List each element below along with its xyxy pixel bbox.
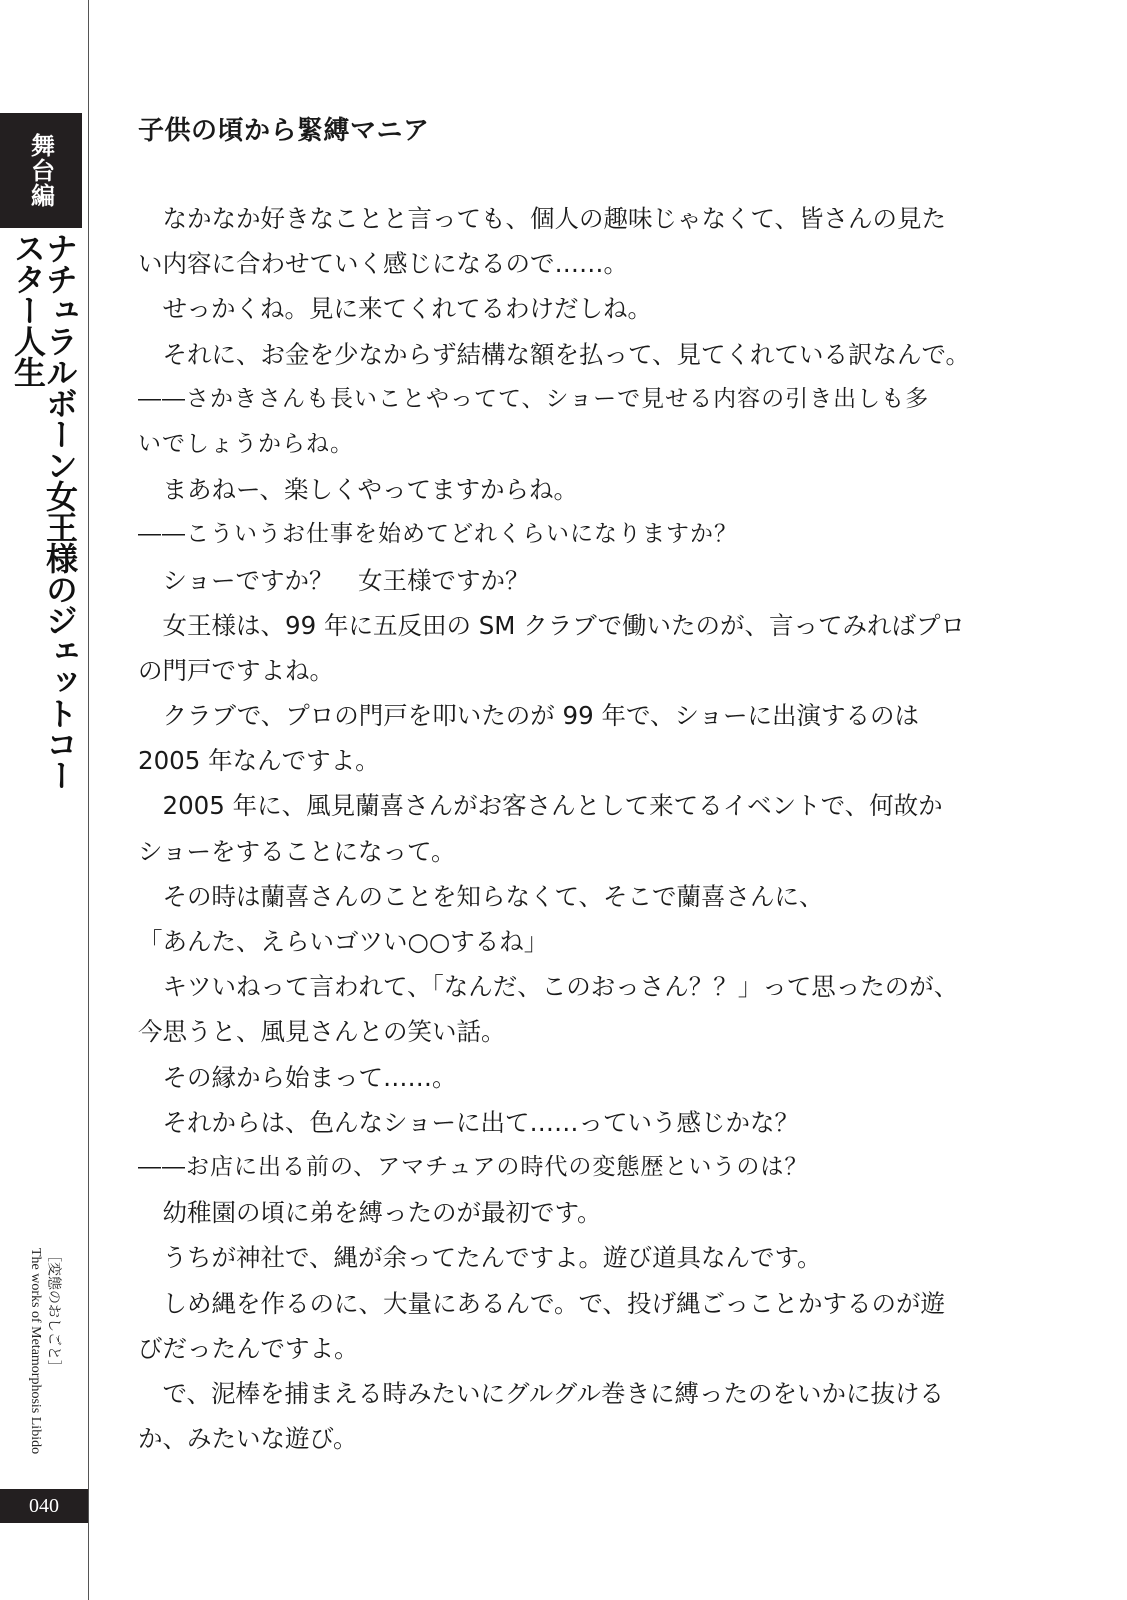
text-line: 幼稚園の頃に弟を縛ったのが最初です。	[138, 1198, 602, 1228]
text-line: い内容に合わせていく感じになるので……。	[138, 249, 628, 279]
interviewer-line: ――こういうお仕事を始めてどれくらいになりますか？	[138, 521, 738, 548]
text-line: せっかくね。見に来てくれてるわけだしね。	[138, 294, 653, 324]
interviewer-line: ――お店に出る前の、アマチュアの時代の変態歴というのは？	[138, 1153, 809, 1180]
text-line: クラブで、プロの門戸を叩いたのが 99 年で、ショーに出演するのは	[138, 701, 920, 731]
text-line: の門戸ですよね。	[138, 655, 334, 685]
text-line: ショーですか？ 女王様ですか？	[138, 565, 530, 595]
text-line: その縁から始まって……。	[138, 1062, 457, 1092]
interviewer-line: ――さかきさんも長いことやってて、ショーで見せる内容の引き出しも多	[138, 385, 930, 412]
series-title-en: The works of Metamorphosis Libido	[28, 1248, 43, 1455]
interviewer-line: いでしょうからね。	[138, 430, 354, 457]
text-line: 今思うと、風見さんとの笑い話。	[138, 1017, 506, 1047]
text-line: 「あんた、えらいゴツい○○するね」	[138, 927, 549, 956]
text-line: まあねー、楽しくやってますからね。	[138, 475, 579, 505]
text-line: びだったんですよ。	[138, 1333, 359, 1363]
text-line: しめ縄を作るのに、大量にあるんで。で、投げ縄ごっことかするのが遊	[138, 1288, 946, 1318]
text-line: なかなか好きなことと言っても、個人の趣味じゃなくて、皆さんの見た	[138, 204, 947, 233]
chapter-title	[0, 232, 88, 792]
chapter-title-text: ナチュラルボーン女王様のジェットコースター人生	[9, 232, 79, 790]
section-heading: 子供の頃から緊縛マニア	[138, 116, 430, 146]
text-line: それに、お金を少なからず結構な額を払って、見てくれている訳なんで。	[138, 339, 971, 369]
text-line: で、泥棒を捕まえる時みたいにグルグル巻きに縛ったのをいかに抜ける	[138, 1378, 945, 1408]
text-line: か、みたいな遊び。	[138, 1424, 358, 1454]
series-title-jp: ［変態のおしごと］	[45, 1248, 61, 1374]
section-tab	[0, 113, 82, 228]
body-text	[138, 196, 978, 1461]
text-line: その時は蘭喜さんのことを知らなくて、そこで蘭喜さんに、	[138, 881, 824, 911]
page-number	[0, 1489, 88, 1523]
text-line: 女王様は、99 年に五反田の SM クラブで働いたのが、言ってみればプロ	[138, 610, 965, 640]
text-line: ショーをすることになって。	[138, 836, 456, 866]
text-line: 2005 年なんですよ。	[138, 746, 380, 776]
text-line: 2005 年に、風見蘭喜さんがお客さんとして来てるイベントで、何故か	[138, 791, 943, 821]
text-line: それからは、色んなショーに出て……っていう感じかな？	[138, 1107, 800, 1137]
text-line: うちが神社で、縄が余ってたんですよ。遊び道具なんです。	[138, 1243, 822, 1273]
text-line: キツいねって言われて、「なんだ、このおっさん？？」って思ったのが、	[138, 972, 959, 1002]
series-title	[0, 1248, 88, 1480]
sidebar-divider	[88, 0, 89, 1600]
page-number-text: 040	[29, 1494, 59, 1517]
section-label: 舞台編	[26, 133, 55, 208]
